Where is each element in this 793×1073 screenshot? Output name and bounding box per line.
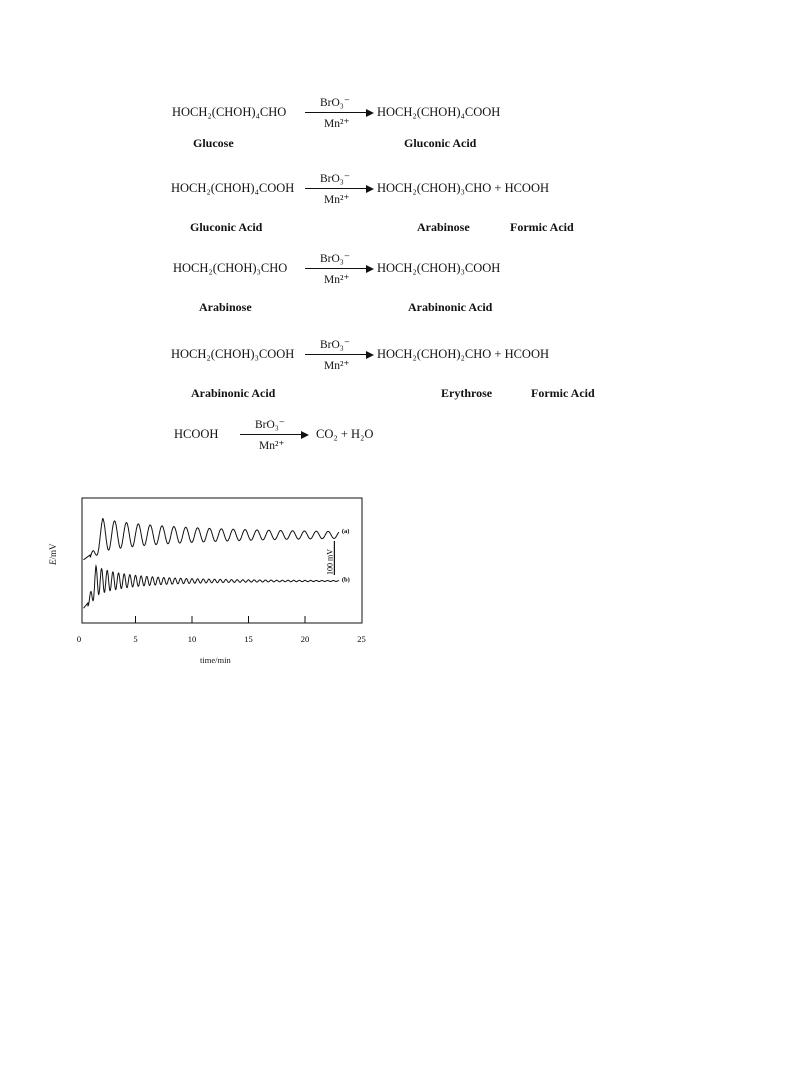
reaction-arrow <box>305 268 367 269</box>
x-tick-label: 15 <box>244 634 253 644</box>
y-axis-label-symbol: E <box>48 559 58 565</box>
label-formic-acid: Formic Acid <box>510 220 574 234</box>
reaction-arrow <box>305 354 367 355</box>
product: CO₂ + H₂O <box>316 427 374 441</box>
reagent-top: BrO₃⁻ <box>255 419 285 431</box>
reaction-arrow <box>305 188 367 189</box>
series-line-b <box>84 566 339 608</box>
label-glucose: Glucose <box>193 136 234 150</box>
label-formic-acid: Formic Acid <box>531 386 595 400</box>
label-gluconic-acid: Gluconic Acid <box>190 220 263 234</box>
scale-bar-label: 100 mV <box>325 549 335 575</box>
x-tick-label: 25 <box>357 634 366 644</box>
x-tick-label: 10 <box>187 634 197 644</box>
reactant: HOCH₂(CHOH)₄COOH <box>171 181 295 195</box>
x-tick-label: 0 <box>76 634 82 644</box>
x-axis-label: time/min <box>200 655 231 665</box>
reactant: HOCH₂(CHOH)₄CHO <box>172 105 287 119</box>
reagent-bottom: Mn²⁺ <box>259 440 285 452</box>
label-erythrose: Erythrose <box>441 386 493 400</box>
reactant: HOCH₂(CHOH)₃CHO <box>173 261 288 275</box>
x-tick-label: 5 <box>133 634 138 644</box>
reagent-bottom: Mn²⁺ <box>324 194 350 206</box>
reagent-bottom: Mn²⁺ <box>324 360 350 372</box>
oscillation-figure <box>50 495 380 675</box>
reagent-top: BrO₃⁻ <box>320 173 350 185</box>
reactant: HCOOH <box>174 427 219 441</box>
reagent-top: BrO₃⁻ <box>320 339 350 351</box>
label-arabinonic-acid: Arabinonic Acid <box>191 386 276 400</box>
series-line-a <box>84 519 339 560</box>
label-arabinose: Arabinose <box>417 220 470 234</box>
oscillation-chart <box>50 495 380 675</box>
series-label-a: (a) <box>341 528 350 536</box>
product: HOCH₂(CHOH)₃COOH <box>377 261 501 275</box>
y-axis-label <box>48 543 58 565</box>
y-axis-label-unit: /mV <box>48 543 58 560</box>
product: HOCH₂(CHOH)₃CHO + HCOOH <box>377 181 550 195</box>
reaction-arrow <box>240 434 302 435</box>
label-arabinose: Arabinose <box>199 300 252 314</box>
reagent-top: BrO₃⁻ <box>320 253 350 265</box>
label-gluconic-acid: Gluconic Acid <box>404 136 477 150</box>
label-arabinonic-acid: Arabinonic Acid <box>408 300 493 314</box>
reactant: HOCH₂(CHOH)₃COOH <box>171 347 295 361</box>
series-label-b: (b) <box>341 576 350 584</box>
x-tick-label: 20 <box>300 634 310 644</box>
product: HOCH₂(CHOH)₂CHO + HCOOH <box>377 347 550 361</box>
plot-frame <box>82 498 362 623</box>
reagent-bottom: Mn²⁺ <box>324 118 350 130</box>
reaction-arrow <box>305 112 367 113</box>
product: HOCH₂(CHOH)₄COOH <box>377 105 501 119</box>
reagent-bottom: Mn²⁺ <box>324 274 350 286</box>
reagent-top: BrO₃⁻ <box>320 97 350 109</box>
